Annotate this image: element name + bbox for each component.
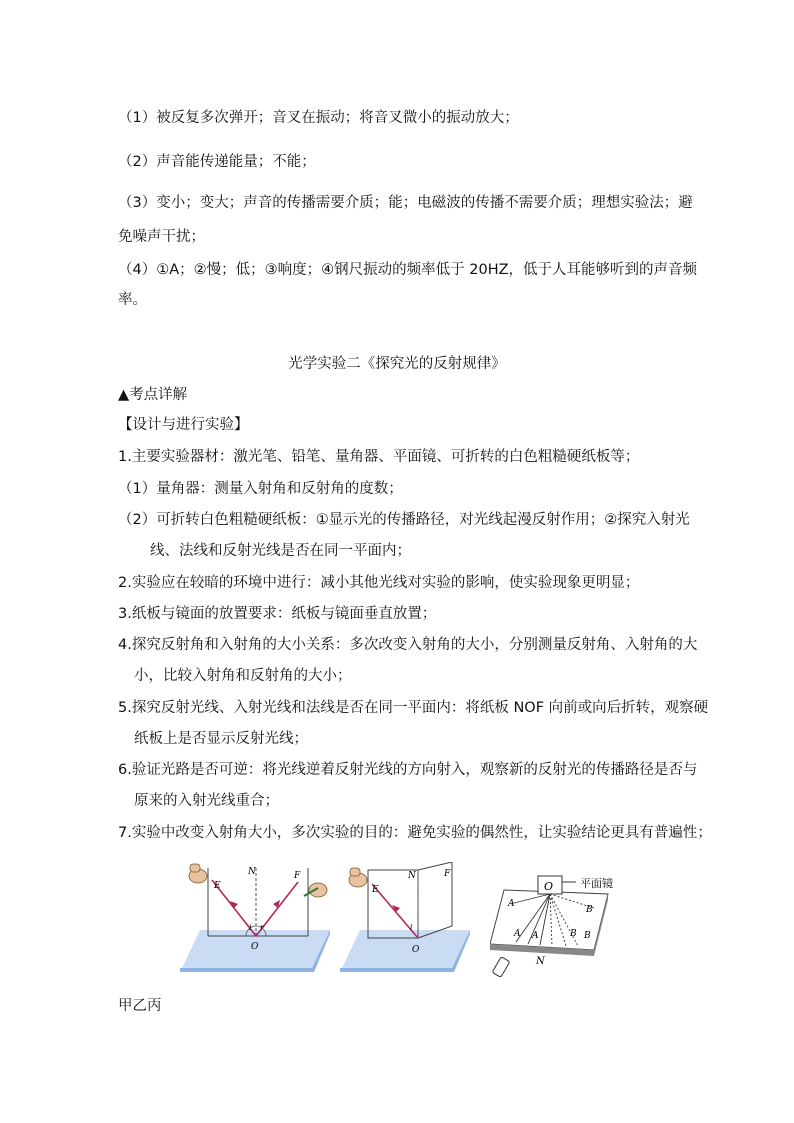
label-a: A <box>532 931 539 941</box>
label-o-2: O <box>412 945 420 955</box>
item-7: 7.实验中改变入射角大小，多次实验的目的：避免实验的偶然性，让实验结论更具有普遍性； <box>118 825 712 841</box>
item-4: 4.探究反射角和入射角的大小关系：多次改变入射角的大小，分别测量反射角、入射角的大 <box>118 637 698 653</box>
label-o-3: O <box>544 880 554 893</box>
item-1-1: （1）量角器：测量入射角和反射角的度数； <box>118 481 403 497</box>
label-b1: B <box>586 905 593 915</box>
label-e: E <box>214 881 221 891</box>
label-n: N <box>248 867 256 877</box>
figure-jia <box>180 860 330 972</box>
label-mirror: 平面镜 <box>580 877 613 890</box>
item-2: 2.实验应在较暗的环境中进行：减小其他光线对实验的影响，使实验现象更明显； <box>118 575 640 591</box>
label-a1: A <box>508 899 515 909</box>
item-1: 1.主要实验器材：激光笔、铅笔、量角器、平面镜、可折转的白色粗糙硬纸板等； <box>118 449 640 465</box>
label-r: r <box>260 923 264 932</box>
item-4-cont: 小，比较入射角和反射角的大小； <box>134 668 352 684</box>
answer-line-2: （2）声音能传递能量；不能； <box>118 154 316 170</box>
answer-line-1: （1）被反复多次弹开；音叉在振动；将音叉微小的振动放大； <box>118 110 519 126</box>
answer-line-3: （3）变小；变大；声音的传播需要介质；能；电磁波的传播不需要介质；理想实验法；避 <box>118 195 693 211</box>
section-heading: 【设计与进行实验】 <box>118 417 249 433</box>
figure-caption: 甲乙丙 <box>118 998 162 1014</box>
item-6: 6.验证光路是否可逆：将光线逆着反射光线的方向射入，观察新的反射光的传播路径是否与 <box>118 762 698 778</box>
label-e-2: E <box>372 885 379 895</box>
label-f: F <box>294 871 301 881</box>
item-5-cont: 纸板上是否显示反射光线； <box>134 731 308 747</box>
figure-bing <box>490 868 638 980</box>
label-a2: A <box>514 929 521 939</box>
answer-line-4: （4）①A；②慢；低；③响度；④钢尺振动的频率低于 20HZ，低于人耳能够听到的声音频 <box>118 262 698 278</box>
label-f-2: F <box>444 869 451 879</box>
item-1-2: （2）可折转白色粗糙硬纸板：①显示光的传播路径，对光线起漫反射作用；②探究入射光 <box>118 512 690 528</box>
section-title: 光学实验二《探究光的反射规律》 <box>288 356 506 372</box>
figure-yi <box>340 862 470 972</box>
item-1-2-cont: 线、法线和反射光线是否在同一平面内； <box>150 543 411 559</box>
answer-line-4-cont: 率。 <box>118 292 147 308</box>
label-o: O <box>251 942 259 952</box>
label-i: i <box>249 923 252 932</box>
label-n-2: N <box>408 871 416 881</box>
label-b2: B <box>570 929 577 939</box>
item-6-cont: 原来的入射光线重合； <box>134 793 279 809</box>
section-subtitle: ▲考点详解 <box>118 387 188 403</box>
label-i-2: i <box>410 923 413 932</box>
label-n-3: N <box>536 956 545 967</box>
item-5: 5.探究反射光线、入射光线和法线是否在同一平面内：将纸板 NOF 向前或向后折转，观察硬 <box>118 700 709 716</box>
item-3: 3.纸板与镜面的放置要求：纸板与镜面垂直放置； <box>118 606 437 622</box>
answer-line-3-cont: 免噪声干扰； <box>118 229 205 245</box>
label-b: B <box>584 931 591 941</box>
